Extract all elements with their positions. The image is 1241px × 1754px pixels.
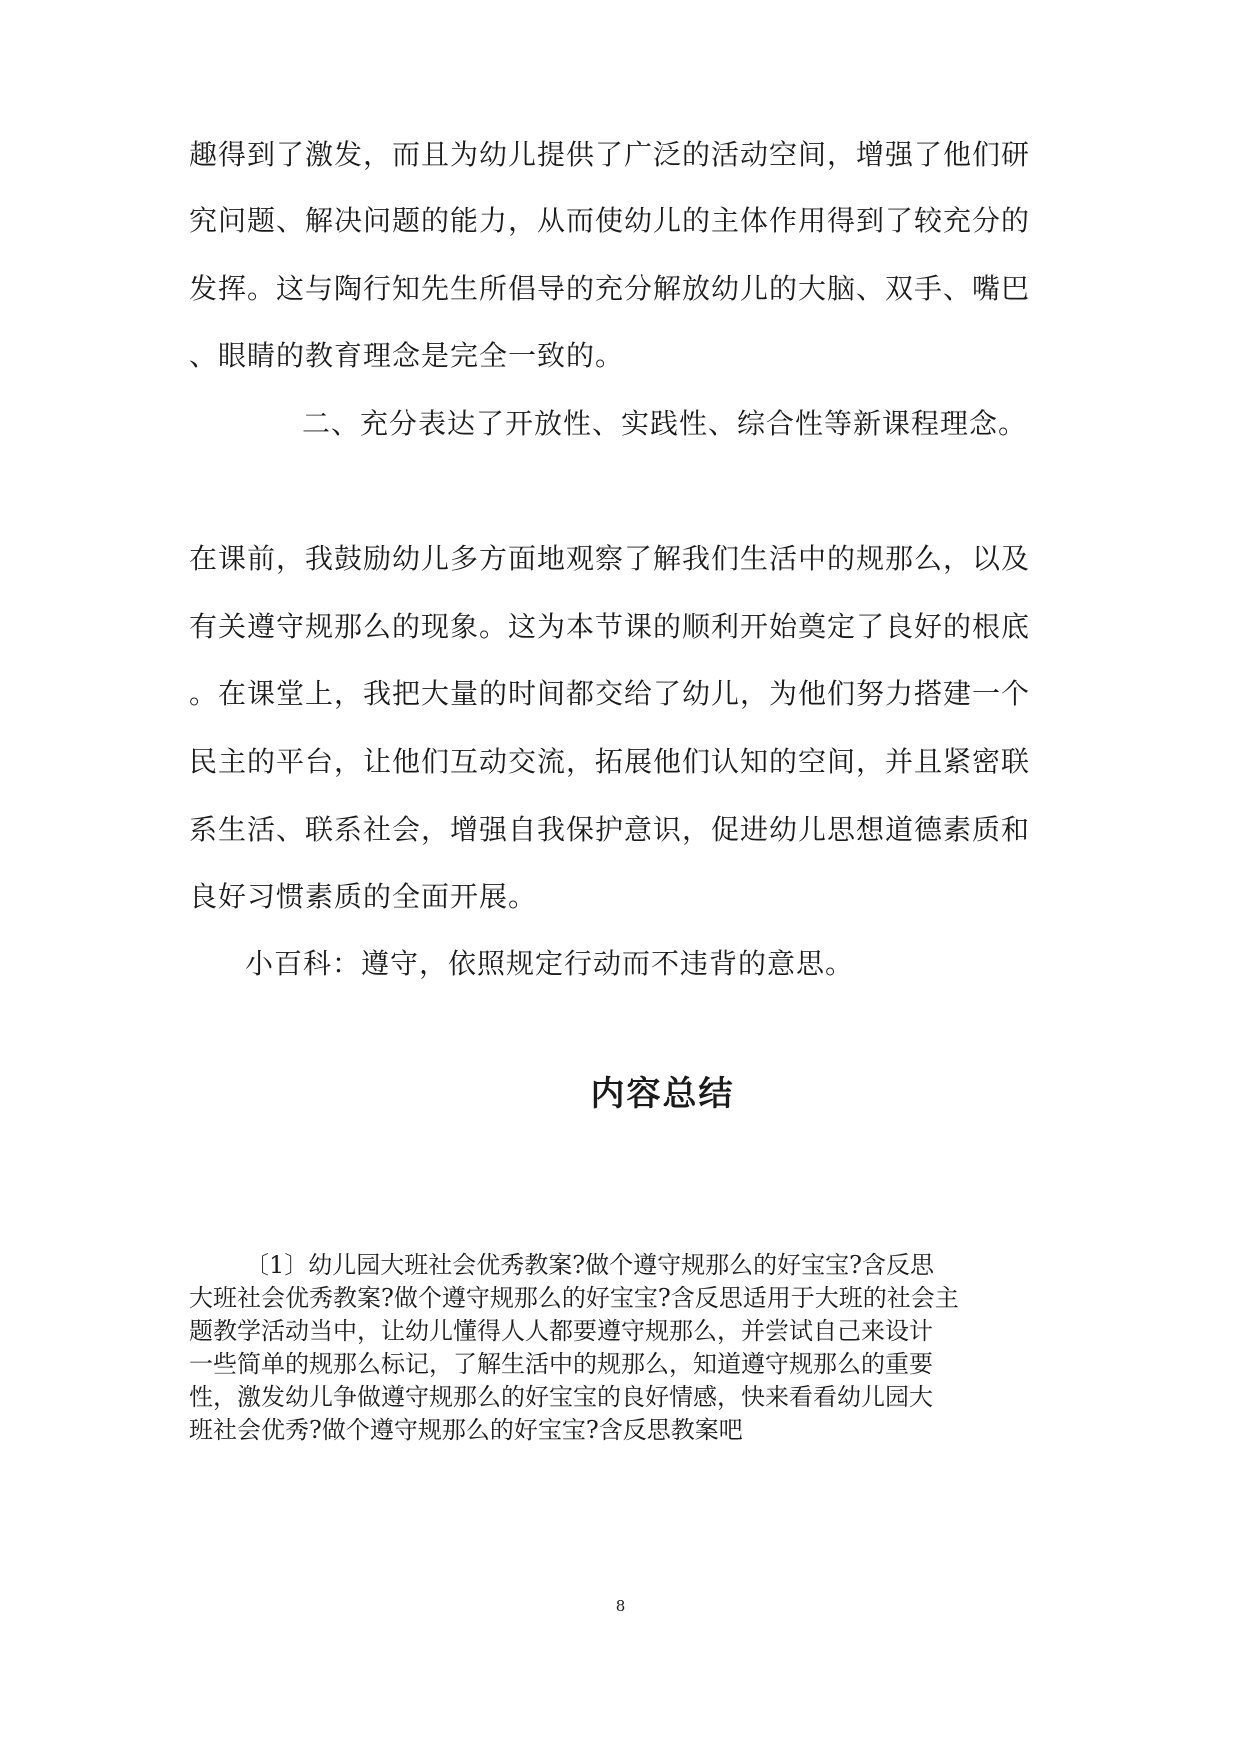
body-line-7: 有关遵守规那么的现象。这为本节课的顺利开始奠定了良好的根底 bbox=[189, 610, 1031, 643]
body-line-11: 良好习惯素质的全面开展。 bbox=[189, 880, 538, 913]
summary-line-5: 性，激发幼儿争做遵守规那么的好宝宝的良好情感，快来看看幼儿园大 bbox=[189, 1383, 933, 1411]
body-line-3: 发挥。这与陶行知先生所倡导的充分解放幼儿的大脑、双手、嘴巴 bbox=[189, 272, 1031, 305]
body-line-1: 趣得到了激发，而且为幼儿提供了广泛的活动空间，增强了他们研 bbox=[189, 138, 1031, 171]
body-line-2: 究问题、解决问题的能力，从而使幼儿的主体作用得到了较充分的 bbox=[189, 204, 1031, 237]
body-line-4: 、眼睛的教育理念是完全一致的。 bbox=[189, 339, 625, 372]
section-heading-2: 二、充分表达了开放性、实践性、综合性等新课程理念。 bbox=[302, 407, 1028, 440]
body-line-10: 系生活、联系社会，增强自我保护意识，促进幼儿思想道德素质和 bbox=[189, 813, 1031, 846]
summary-heading: 内容总结 bbox=[590, 1074, 735, 1114]
summary-line-2: 大班社会优秀教案?做个遵守规那么的好宝宝?含反思适用于大班的社会主 bbox=[189, 1284, 959, 1312]
page-number: 8 bbox=[615, 1597, 626, 1615]
encyclopedia-note: 小百科：遵守，依照规定行动而不违背的意思。 bbox=[245, 947, 855, 980]
body-line-8: 。在课堂上，我把大量的时间都交给了幼儿，为他们努力搭建一个 bbox=[189, 677, 1031, 710]
summary-line-3: 题教学活动当中，让幼儿懂得人人都要遵守规那么，并尝试自己来设计 bbox=[189, 1317, 933, 1345]
summary-line-1: 〔1〕幼儿园大班社会优秀教案?做个遵守规那么的好宝宝?含反思 bbox=[245, 1251, 935, 1279]
body-line-6: 在课前，我鼓励幼儿多方面地观察了解我们生活中的规那么，以及 bbox=[189, 542, 1031, 575]
body-line-9: 民主的平台，让他们互动交流，拓展他们认知的空间，并且紧密联 bbox=[189, 745, 1031, 778]
summary-line-6: 班社会优秀?做个遵守规那么的好宝宝?含反思教案吧 bbox=[189, 1416, 743, 1444]
summary-line-4: 一些简单的规那么标记，了解生活中的规那么，知道遵守规那么的重要 bbox=[189, 1350, 933, 1378]
